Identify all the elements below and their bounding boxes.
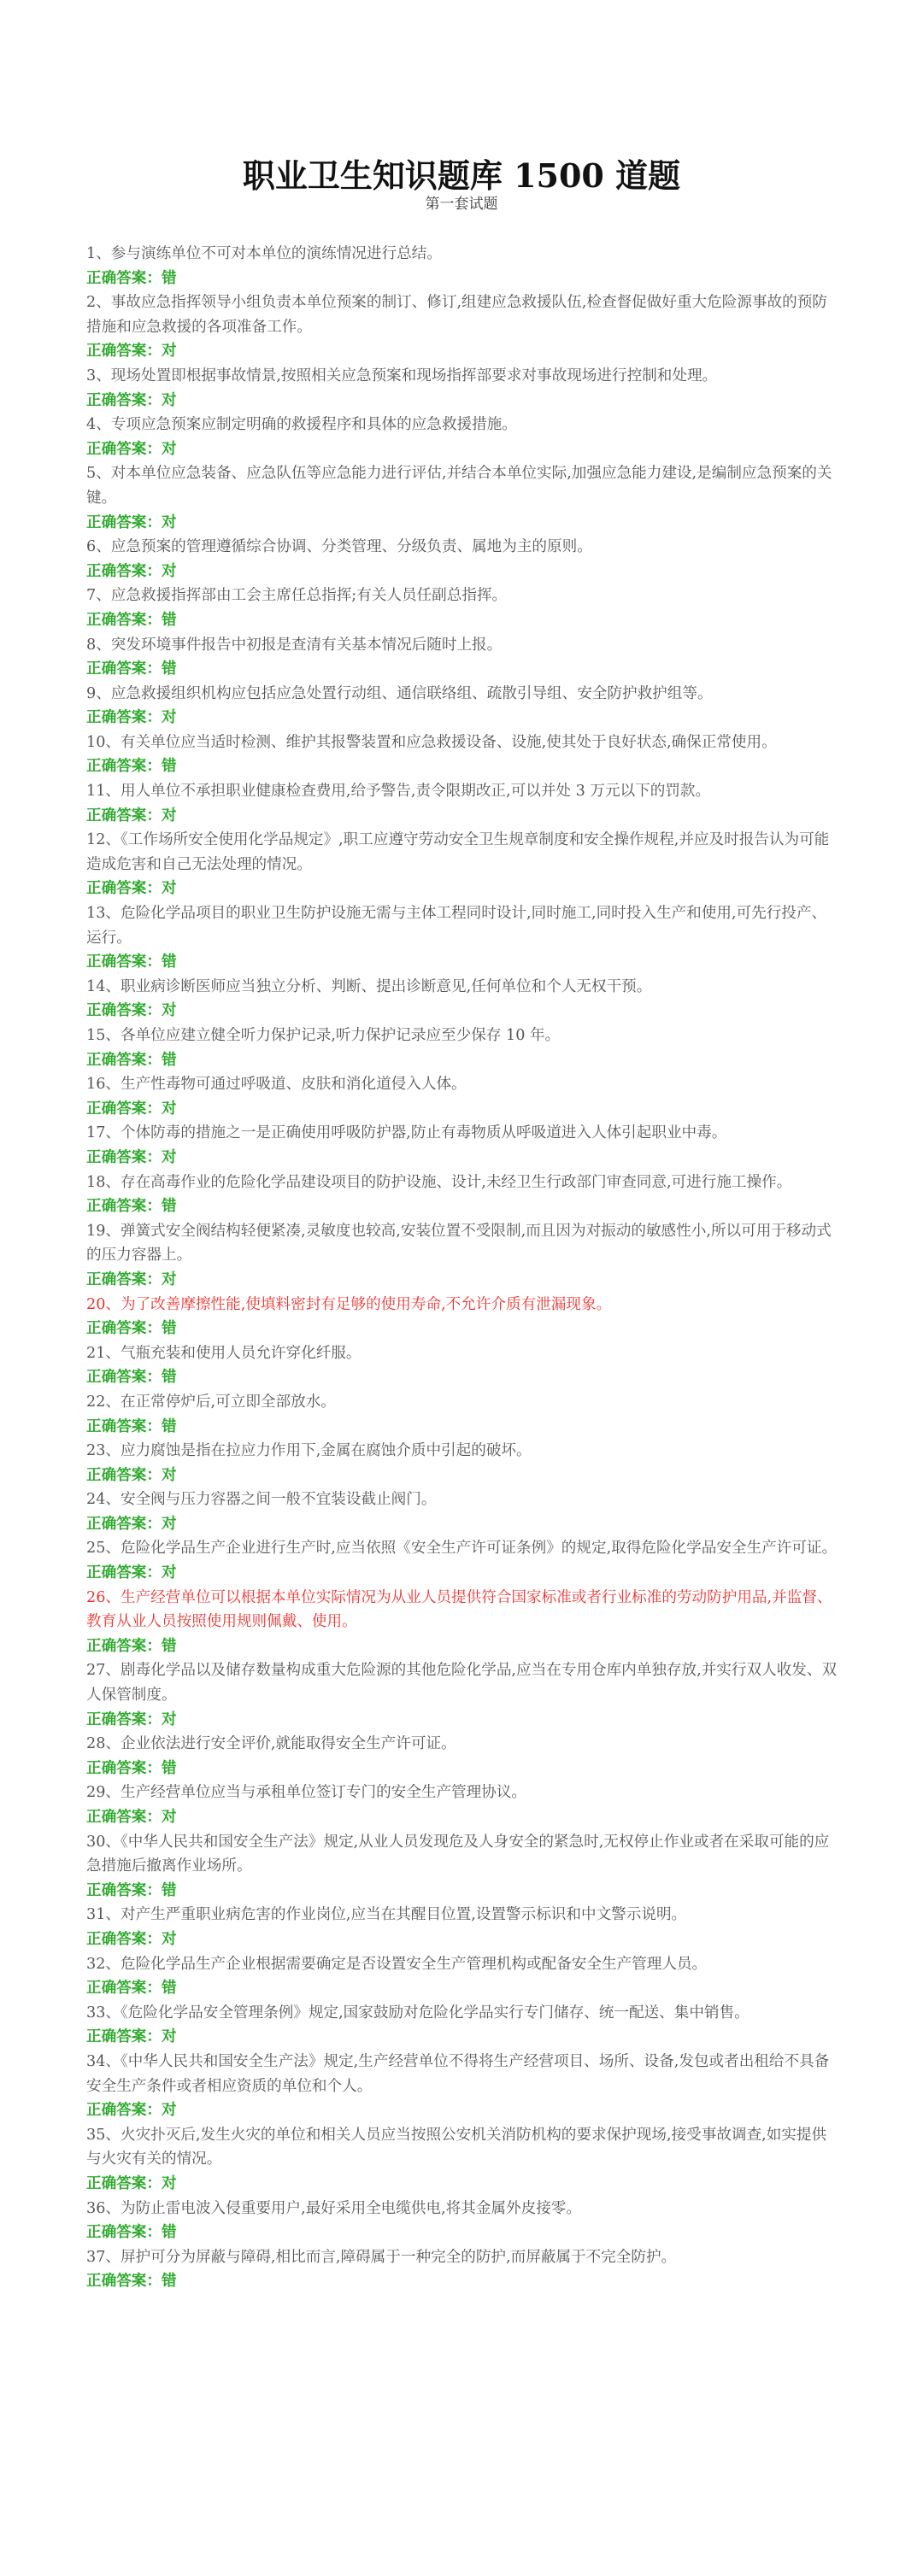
answer-label: 正确答案： xyxy=(86,1197,162,1216)
question-item xyxy=(86,461,838,535)
answer-value: 对 xyxy=(161,513,177,531)
answer-value: 错 xyxy=(161,1197,177,1216)
question-text: 4、专项应急预案应制定明确的救援程序和具体的应急救援措施。 xyxy=(86,416,517,434)
answer-value: 对 xyxy=(161,1270,177,1288)
answer-value: 错 xyxy=(161,268,177,287)
question-text: 30、《中华人民共和国安全生产法》规定,从业人员发现危及人身安全的紧急时,无权停止作业或者在采取可能的应急措施后撤离作业场所。 xyxy=(86,1833,830,1875)
question-text: 22、在正常停炉后,可立即全部放水。 xyxy=(86,1393,336,1411)
question-text: 24、安全阀与压力容器之间一般不宜装设截止阀门。 xyxy=(86,1491,437,1509)
question-text: 28、企业依法进行安全评价,就能取得安全生产许可证。 xyxy=(86,1735,456,1753)
answer-line xyxy=(86,1146,838,1171)
question-item xyxy=(86,1341,838,1390)
answer-line xyxy=(86,1561,838,1586)
answer-label: 正确答案： xyxy=(86,1758,162,1777)
answer-line xyxy=(86,950,838,975)
question-text: 25、危险化学品生产企业进行生产时,应当依照《安全生产许可证条例》的规定,取得危险化学品安全生产许可证。 xyxy=(86,1540,838,1558)
question-item xyxy=(86,1072,838,1121)
question-text: 21、气瓶充装和使用人员允许穿化纤服。 xyxy=(86,1344,362,1362)
question-text: 12、《工作场所安全使用化学品规定》,职工应遵守劳动安全卫生规章制度和安全操作规程,并应及时报告认为可能造成危害和自己无法处理的情况。 xyxy=(86,831,830,873)
question-text: 10、有关单位应当适时检测、维护其报警装置和应急救援设备、设施,使其处于良好状态,确保正常使用。 xyxy=(86,733,777,751)
question-text: 31、对产生严重职业病危害的作业岗位,应当在其醒目位置,设置警示标识和中文警示说明。 xyxy=(86,1906,687,1924)
answer-line xyxy=(86,754,838,779)
question-item xyxy=(86,2245,838,2294)
answer-label: 正确答案： xyxy=(86,1368,162,1387)
question-text: 14、职业病诊断医师应当独立分析、判断、提出诊断意见,任何单位和个人无权干预。 xyxy=(86,977,652,995)
question-item xyxy=(86,1952,838,2001)
answer-label: 正确答案： xyxy=(86,1050,162,1069)
answer-value: 对 xyxy=(161,1465,177,1484)
answer-line xyxy=(86,1268,838,1293)
question-item xyxy=(86,584,838,632)
question-item xyxy=(86,2123,838,2197)
answer-label: 正确答案： xyxy=(86,879,162,898)
answer-label: 正确答案： xyxy=(86,1514,162,1533)
answer-label: 正确答案： xyxy=(86,708,162,727)
question-item xyxy=(86,1219,838,1293)
answer-line xyxy=(86,389,838,414)
answer-line xyxy=(86,1464,838,1488)
answer-line xyxy=(86,999,838,1024)
answer-label: 正确答案： xyxy=(86,610,162,629)
answer-value: 对 xyxy=(161,2027,177,2046)
question-text: 2、事故应急指挥领导小组负责本单位预案的制订、修订,组建应急救援队伍,检查督促做好重大危险源事故的预防措施和应急救援的各项准备工作。 xyxy=(86,294,827,336)
question-text: 16、生产性毒物可通过呼吸道、皮肤和消化道侵入人体。 xyxy=(86,1076,467,1094)
question-text: 36、为防止雷电波入侵重要用户,最好采用全电缆供电,将其金属外皮接零。 xyxy=(86,2199,581,2217)
answer-value: 对 xyxy=(161,1564,177,1582)
answer-value: 错 xyxy=(161,953,177,971)
answer-value: 对 xyxy=(161,342,177,361)
answer-label: 正确答案： xyxy=(86,2223,162,2242)
question-item xyxy=(86,633,838,682)
answer-label: 正确答案： xyxy=(86,1465,162,1484)
answer-label: 正确答案： xyxy=(86,1417,162,1435)
answer-value: 对 xyxy=(161,1808,177,1826)
answer-value: 对 xyxy=(161,1099,177,1118)
answer-value: 错 xyxy=(161,1417,177,1435)
answer-line xyxy=(86,1757,838,1781)
question-text: 3、现场处置即根据事故情景,按照相关应急预案和现场指挥部要求对事故现场进行控制和处理。 xyxy=(86,367,718,384)
question-item xyxy=(86,1658,838,1732)
question-item xyxy=(86,828,838,901)
question-item xyxy=(86,1586,838,1659)
answer-label: 正确答案： xyxy=(86,1099,162,1118)
answer-line xyxy=(86,1708,838,1733)
answer-value: 对 xyxy=(161,439,177,458)
question-item xyxy=(86,364,838,413)
question-text: 26、生产经营单位可以根据本单位实际情况为从业人员提供符合国家标准或者行业标准的劳动防护用品,并监督、教育从业人员按照使用规则佩戴、使用。 xyxy=(86,1588,832,1631)
answer-label: 正确答案： xyxy=(86,953,162,971)
question-item xyxy=(86,1121,838,1170)
question-item xyxy=(86,1024,838,1072)
answer-value: 对 xyxy=(161,879,177,898)
answer-label: 正确答案： xyxy=(86,1001,162,1020)
answer-value: 错 xyxy=(161,660,177,678)
document-subtitle: 第一套试题 xyxy=(425,196,498,213)
answer-value: 对 xyxy=(161,1929,177,1948)
question-text: 32、危险化学品生产企业根据需要确定是否设置安全生产管理机构或配备安全生产管理人员。 xyxy=(86,1955,708,1973)
answer-label: 正确答案： xyxy=(86,1270,162,1288)
answer-value: 对 xyxy=(161,1710,177,1728)
question-text: 8、突发环境事件报告中初报是查清有关基本情况后随时上报。 xyxy=(86,636,503,654)
question-item xyxy=(86,1536,838,1585)
answer-label: 正确答案： xyxy=(86,561,162,580)
answer-value: 错 xyxy=(161,1319,177,1338)
answer-line xyxy=(86,1317,838,1341)
answer-label: 正确答案： xyxy=(86,1979,162,1998)
answer-label: 正确答案： xyxy=(86,342,162,361)
answer-line xyxy=(86,437,838,462)
question-text: 1、参与演练单位不可对本单位的演练情况进行总结。 xyxy=(86,245,442,262)
question-item xyxy=(86,535,838,584)
question-text: 27、剧毒化学品以及储存数量构成重大危险源的其他危险化学品,应当在专用仓库内单独存放,并实行双人收发、双人保管制度。 xyxy=(86,1662,838,1705)
question-item xyxy=(86,1293,838,1341)
question-text: 23、应力腐蚀是指在拉应力作用下,金属在腐蚀介质中引起的破坏。 xyxy=(86,1442,532,1460)
question-text: 18、存在高毒作业的危险化学品建设项目的防护设施、设计,未经卫生行政部门审查同意,可进行施工操作。 xyxy=(86,1173,792,1191)
answer-line xyxy=(86,657,838,682)
question-text: 6、应急预案的管理遵循综合协调、分类管理、分级负责、属地为主的原则。 xyxy=(86,538,592,556)
answer-line xyxy=(86,1194,838,1219)
answer-label: 正确答案： xyxy=(86,513,162,531)
question-text: 17、个体防毒的措施之一是正确使用呼吸防护器,防止有毒物质从呼吸道进入人体引起职业中毒。 xyxy=(86,1124,727,1142)
answer-label: 正确答案： xyxy=(86,2272,162,2291)
answer-label: 正确答案： xyxy=(86,1929,162,1948)
answer-value: 错 xyxy=(161,757,177,776)
answer-line xyxy=(86,877,838,901)
answer-label: 正确答案： xyxy=(86,439,162,458)
answer-value: 对 xyxy=(161,390,177,409)
question-text: 29、生产经营单位应当与承租单位签订专门的安全生产管理协议。 xyxy=(86,1784,527,1802)
question-text: 35、火灾扑灭后,发生火灾的单位和相关人员应当按照公安机关消防机构的要求保护现场,接受事故调查,如实提供与火灾有关的情况。 xyxy=(86,2126,827,2168)
question-text: 9、应急救援组织机构应包括应急处置行动组、通信联络组、疏散引导组、安全防护救护组等。 xyxy=(86,684,713,702)
answer-value: 错 xyxy=(161,1368,177,1387)
question-item xyxy=(86,1732,838,1781)
answer-line xyxy=(86,560,838,584)
answer-value: 对 xyxy=(161,806,177,824)
question-item xyxy=(86,413,838,461)
question-item xyxy=(86,1488,838,1536)
answer-line xyxy=(86,1365,838,1390)
answer-line xyxy=(86,2025,838,2050)
answer-line xyxy=(86,511,838,536)
answer-line xyxy=(86,2098,838,2123)
question-text: 33、《危险化学品安全管理条例》规定,国家鼓励对危险化学品实行专门储存、统一配送、集中销售。 xyxy=(86,2004,750,2021)
answer-value: 对 xyxy=(161,1147,177,1166)
question-text: 20、为了改善摩擦性能,使填料密封有足够的使用寿命,不允许介质有泄漏现象。 xyxy=(86,1295,612,1313)
answer-value: 错 xyxy=(161,2272,177,2291)
answer-value: 对 xyxy=(161,561,177,580)
answer-line xyxy=(86,1097,838,1122)
question-item xyxy=(86,290,838,364)
answer-label: 正确答案： xyxy=(86,1319,162,1338)
question-item xyxy=(86,682,838,731)
question-item xyxy=(86,242,838,290)
answer-label: 正确答案： xyxy=(86,1147,162,1166)
answer-line xyxy=(86,267,838,291)
question-item xyxy=(86,2001,838,2050)
answer-label: 正确答案： xyxy=(86,660,162,678)
answer-value: 错 xyxy=(161,1979,177,1998)
answer-line xyxy=(86,1928,838,1952)
answer-value: 错 xyxy=(161,1050,177,1069)
answer-value: 错 xyxy=(161,1636,177,1655)
question-text: 37、屏护可分为屏蔽与障碍,相比而言,障碍属于一种完全的防护,而屏蔽属于不完全防护。 xyxy=(86,2248,677,2266)
question-item xyxy=(86,975,838,1024)
answer-line xyxy=(86,2221,838,2245)
answer-value: 错 xyxy=(161,1881,177,1899)
question-item xyxy=(86,1439,838,1488)
question-text: 34、《中华人民共和国安全生产法》规定,生产经营单位不得将生产经营项目、场所、设备,发包或者出租给不具备安全生产条件或者相应资质的单位和个人。 xyxy=(86,2052,830,2095)
question-item xyxy=(86,779,838,828)
answer-line xyxy=(86,1634,838,1659)
answer-value: 对 xyxy=(161,1001,177,1020)
answer-value: 对 xyxy=(161,1514,177,1533)
answer-label: 正确答案： xyxy=(86,1636,162,1655)
answer-line xyxy=(86,2172,838,2197)
answer-line xyxy=(86,706,838,731)
question-item xyxy=(86,1781,838,1829)
question-item xyxy=(86,901,838,975)
answer-label: 正确答案： xyxy=(86,390,162,409)
answer-line xyxy=(86,2269,838,2294)
question-text: 7、应急救援指挥部由工会主席任总指挥;有关人员任副总指挥。 xyxy=(86,587,508,605)
question-text: 19、弹簧式安全阀结构轻便紧凑,灵敏度也较高,安装位置不受限制,而且因为对振动的敏感性小,所以可用于移动式的压力容器上。 xyxy=(86,1222,832,1265)
answer-line xyxy=(86,804,838,829)
answer-label: 正确答案： xyxy=(86,2101,162,2120)
question-list xyxy=(86,242,838,2294)
question-item xyxy=(86,1390,838,1439)
answer-line xyxy=(86,1805,838,1830)
answer-value: 错 xyxy=(161,610,177,629)
answer-label: 正确答案： xyxy=(86,1564,162,1582)
question-item xyxy=(86,1171,838,1219)
question-item xyxy=(86,1830,838,1904)
answer-label: 正确答案： xyxy=(86,2027,162,2046)
answer-line xyxy=(86,1048,838,1073)
answer-label: 正确答案： xyxy=(86,2174,162,2192)
answer-value: 错 xyxy=(161,2223,177,2242)
question-item xyxy=(86,2050,838,2123)
answer-line xyxy=(86,608,838,633)
answer-value: 对 xyxy=(161,2101,177,2120)
answer-label: 正确答案： xyxy=(86,806,162,824)
question-text: 13、危险化学品项目的职业卫生防护设施无需与主体工程同时设计,同时施工,同时投入生产和使用,可先行投产、运行。 xyxy=(86,905,827,947)
question-text: 11、用人单位不承担职业健康检查费用,给予警告,责令限期改正,可以并处 3 万元以下的罚款。 xyxy=(86,783,711,801)
answer-line xyxy=(86,1415,838,1440)
question-item xyxy=(86,731,838,779)
answer-label: 正确答案： xyxy=(86,757,162,776)
answer-line xyxy=(86,339,838,364)
question-item xyxy=(86,2197,838,2245)
answer-value: 错 xyxy=(161,1758,177,1777)
answer-label: 正确答案： xyxy=(86,1710,162,1728)
answer-label: 正确答案： xyxy=(86,1881,162,1899)
answer-value: 对 xyxy=(161,708,177,727)
answer-label: 正确答案： xyxy=(86,1808,162,1826)
document-title: 职业卫生知识题库 1500 道题 xyxy=(242,156,681,195)
answer-line xyxy=(86,1976,838,2001)
answer-line xyxy=(86,1512,838,1537)
question-text: 15、各单位应建立健全听力保护记录,听力保护记录应至少保存 10 年。 xyxy=(86,1027,561,1044)
answer-line xyxy=(86,1879,838,1904)
question-item xyxy=(86,1903,838,1951)
answer-value: 对 xyxy=(161,2174,177,2192)
answer-label: 正确答案： xyxy=(86,268,162,287)
question-text: 5、对本单位应急装备、应急队伍等应急能力进行评估,并结合本单位实际,加强应急能力建设,是编制应急预案的关键。 xyxy=(86,465,832,507)
